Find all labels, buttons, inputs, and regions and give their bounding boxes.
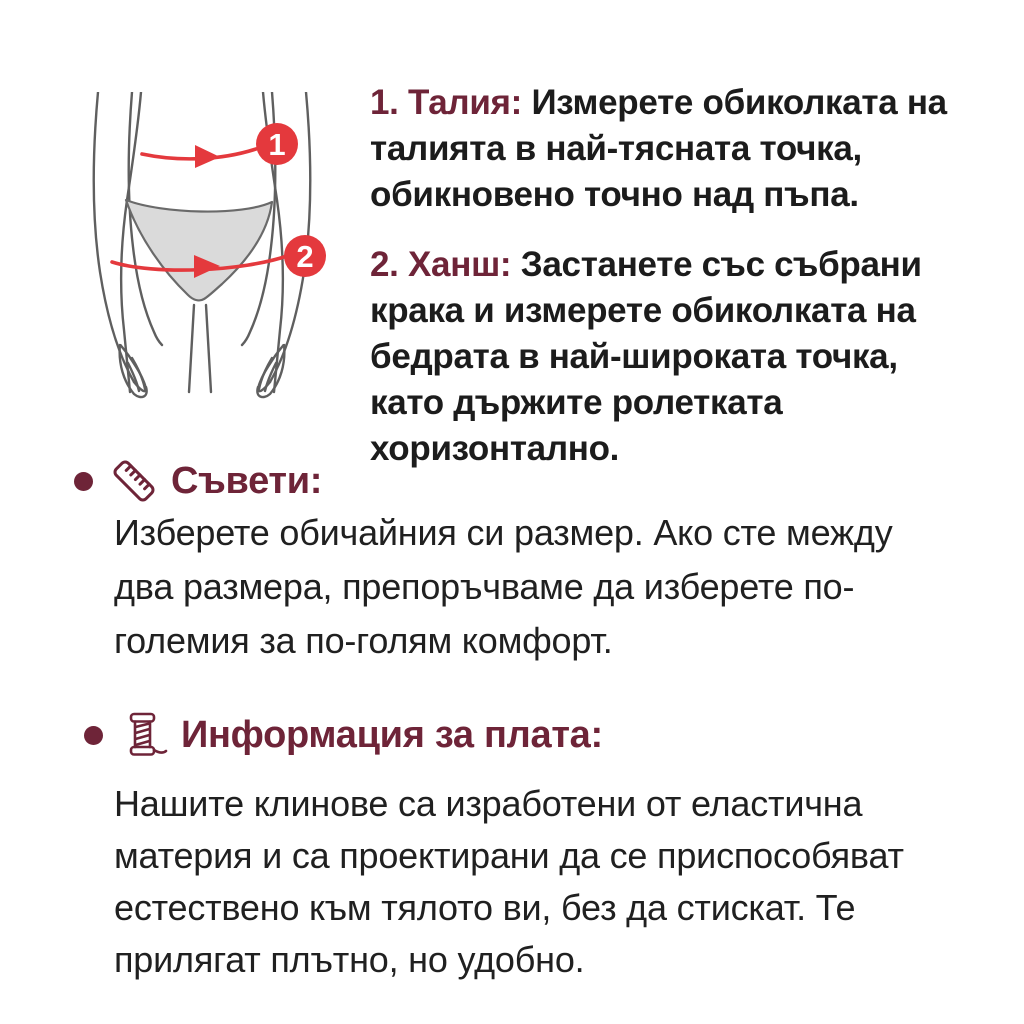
bullet-dot (84, 726, 103, 745)
fabric-section-header (84, 710, 603, 760)
tips-section-title: Съвети: (171, 459, 323, 502)
step-waist-label: 1. Талия: (370, 83, 523, 122)
fabric-section-body: Нашите клинове са изработени от еластична материя и са проектирани да се приспособяват естествено към тялото ви, без да стискат. Те прилягат плътно, но удобно. (114, 783, 904, 980)
step-hips (370, 242, 958, 472)
panty-shape (126, 200, 272, 300)
step-hips-text: Застанете със събрани крака и измерете обиколката на бедрата в най-широката точка, като държите ролетката хоризонтално. (370, 245, 922, 468)
waist-arrowhead (195, 145, 220, 168)
body-measurement-illustration (42, 92, 362, 412)
hip-marker-number: 2 (296, 239, 314, 274)
step-waist (370, 80, 958, 218)
bullet-dot (74, 472, 93, 491)
tips-section-body: Изберете обичайния си размер. Ако сте между два размера, препоръчваме да изберете по-големия за по-голям комфорт. (114, 512, 893, 661)
fabric-section-title: Информация за плата: (181, 713, 603, 756)
ruler-icon (109, 456, 159, 506)
tips-section-header (74, 456, 322, 506)
step-hips-label: 2. Ханш: (370, 245, 512, 284)
thread-spool-icon (119, 710, 169, 760)
waist-marker-number: 1 (268, 127, 286, 162)
step-waist-text: Измерете обиколката на талията в най-тясната точка, обикновено точно над пъпа. (370, 83, 947, 214)
measurement-steps (370, 80, 958, 472)
